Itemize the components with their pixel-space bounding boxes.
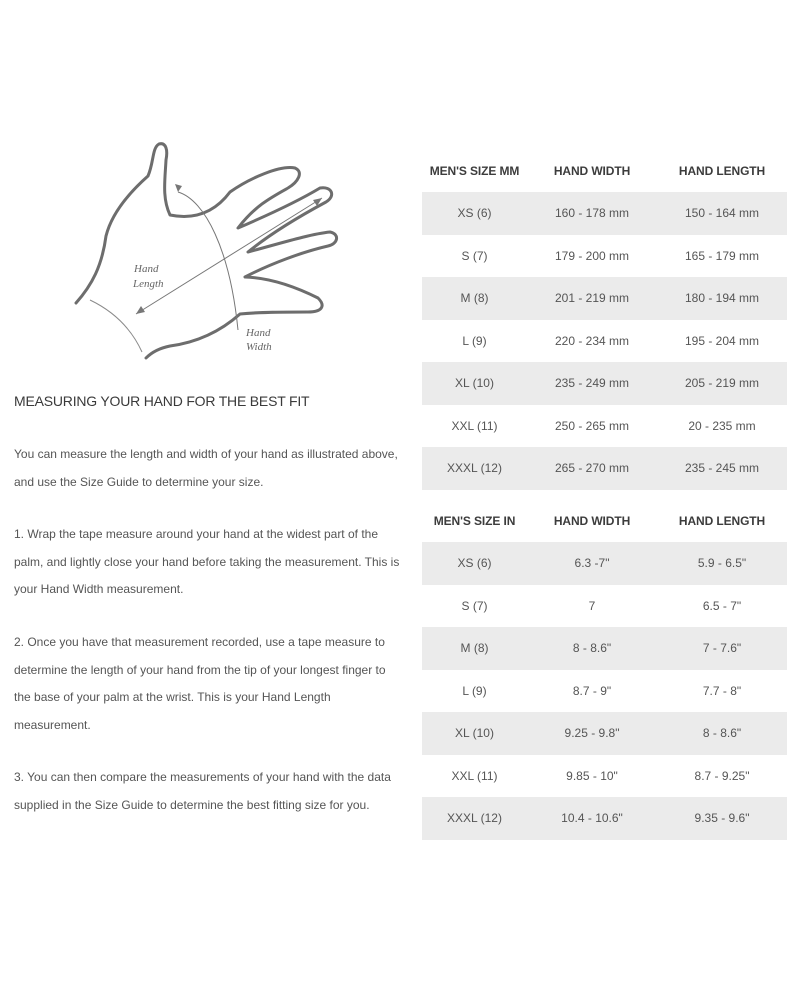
length-cell: 8 - 8.6" xyxy=(657,712,787,755)
hand-width-label-2: Width xyxy=(246,341,272,353)
length-cell: 8.7 - 9.25" xyxy=(694,768,750,783)
size-cell: XS (6) xyxy=(422,542,527,585)
width-cell: 160 - 178 mm xyxy=(527,192,657,235)
size-cell: L (9) xyxy=(462,683,487,698)
hand-width-label-1: Hand xyxy=(246,327,271,339)
table-row xyxy=(422,235,787,278)
length-cell: 6.5 - 7" xyxy=(702,598,742,613)
hand-illustration xyxy=(70,140,360,365)
header-hand-width: HAND WIDTH xyxy=(553,514,631,528)
table-row xyxy=(422,627,787,670)
size-cell: XXL (11) xyxy=(451,768,498,783)
width-cell: 250 - 265 mm xyxy=(554,418,630,433)
size-cell: S (7) xyxy=(461,248,488,263)
size-cell: L (9) xyxy=(462,333,487,348)
size-cell: XL (10) xyxy=(422,712,527,755)
hand-length-label-2: Length xyxy=(133,278,164,290)
table-row xyxy=(422,362,787,405)
size-cell: S (7) xyxy=(461,598,488,613)
guide-heading: MEASURING YOUR HAND FOR THE BEST FIT xyxy=(14,393,310,409)
table-row xyxy=(422,192,787,235)
size-cell: XS (6) xyxy=(422,192,527,235)
width-cell: 179 - 200 mm xyxy=(554,248,630,263)
width-cell: 201 - 219 mm xyxy=(527,277,657,320)
width-cell: 235 - 249 mm xyxy=(527,362,657,405)
size-cell: XXXL (12) xyxy=(422,447,527,490)
width-cell: 9.85 - 10" xyxy=(566,768,618,783)
table-row xyxy=(422,542,787,585)
length-cell: 195 - 204 mm xyxy=(684,333,760,348)
width-cell: 9.25 - 9.8" xyxy=(527,712,657,755)
hand-outline xyxy=(76,144,337,358)
guide-intro: You can measure the length and width of your hand as illustrated above, and use the Size Guide to determine your size. xyxy=(14,447,398,489)
header-hand-length: HAND LENGTH xyxy=(678,164,766,178)
length-cell: 7.7 - 8" xyxy=(702,683,742,698)
table-row xyxy=(422,405,787,448)
length-cell: 235 - 245 mm xyxy=(657,447,787,490)
hand-length-label-1: Hand xyxy=(134,263,159,275)
guide-step-2: 2. Once you have that measurement recorded, use a tape measure to determine the length of your hand from the tip of your longest finger to the base of your palm at the wrist. This is your Hand Length measurement. xyxy=(14,635,386,732)
width-cell: 7 xyxy=(588,598,596,613)
width-arrowhead-icon xyxy=(175,184,182,192)
width-cell: 6.3 -7" xyxy=(527,542,657,585)
length-arrowhead-bottom-icon xyxy=(136,306,145,314)
table-row xyxy=(422,277,787,320)
guide-step-3: 3. You can then compare the measurements of your hand with the data supplied in the Size Guide to determine the best fitting size for you. xyxy=(14,770,391,812)
size-cell: M (8) xyxy=(422,627,527,670)
hand-outline-icon xyxy=(70,140,360,365)
length-cell: 7 - 7.6" xyxy=(657,627,787,670)
table-row xyxy=(422,320,787,363)
table-header-row xyxy=(422,150,787,192)
width-cell: 10.4 - 10.6" xyxy=(527,797,657,840)
table-row xyxy=(422,755,787,798)
size-cell: XXL (11) xyxy=(451,418,498,433)
length-cell: 20 - 235 mm xyxy=(688,418,756,433)
header-hand-width: HAND WIDTH xyxy=(553,164,631,178)
table-row xyxy=(422,585,787,628)
header-hand-length: HAND LENGTH xyxy=(678,514,766,528)
size-table-mm xyxy=(422,150,787,490)
header-mens-size-mm: MEN'S SIZE MM xyxy=(429,164,520,178)
size-cell: XXXL (12) xyxy=(422,797,527,840)
header-mens-size-in: MEN'S SIZE IN xyxy=(433,514,516,528)
table-row xyxy=(422,712,787,755)
table-row xyxy=(422,670,787,713)
length-cell: 5.9 - 6.5" xyxy=(657,542,787,585)
size-cell: XL (10) xyxy=(422,362,527,405)
table-row xyxy=(422,447,787,490)
length-cell: 150 - 164 mm xyxy=(657,192,787,235)
length-cell: 165 - 179 mm xyxy=(684,248,760,263)
width-cell: 220 - 234 mm xyxy=(554,333,630,348)
length-cell: 9.35 - 9.6" xyxy=(657,797,787,840)
table-header-row xyxy=(422,500,787,542)
table-row xyxy=(422,797,787,840)
size-cell: M (8) xyxy=(422,277,527,320)
length-cell: 205 - 219 mm xyxy=(657,362,787,405)
guide-step-1: 1. Wrap the tape measure around your hand at the widest part of the palm, and lightly close your hand before taking the measurement. This is your Hand Width measurement. xyxy=(14,527,400,596)
width-cell: 8 - 8.6" xyxy=(527,627,657,670)
width-cell: 265 - 270 mm xyxy=(527,447,657,490)
size-table-in xyxy=(422,500,787,840)
hand-crease xyxy=(90,300,142,352)
length-cell: 180 - 194 mm xyxy=(657,277,787,320)
width-cell: 8.7 - 9" xyxy=(572,683,612,698)
